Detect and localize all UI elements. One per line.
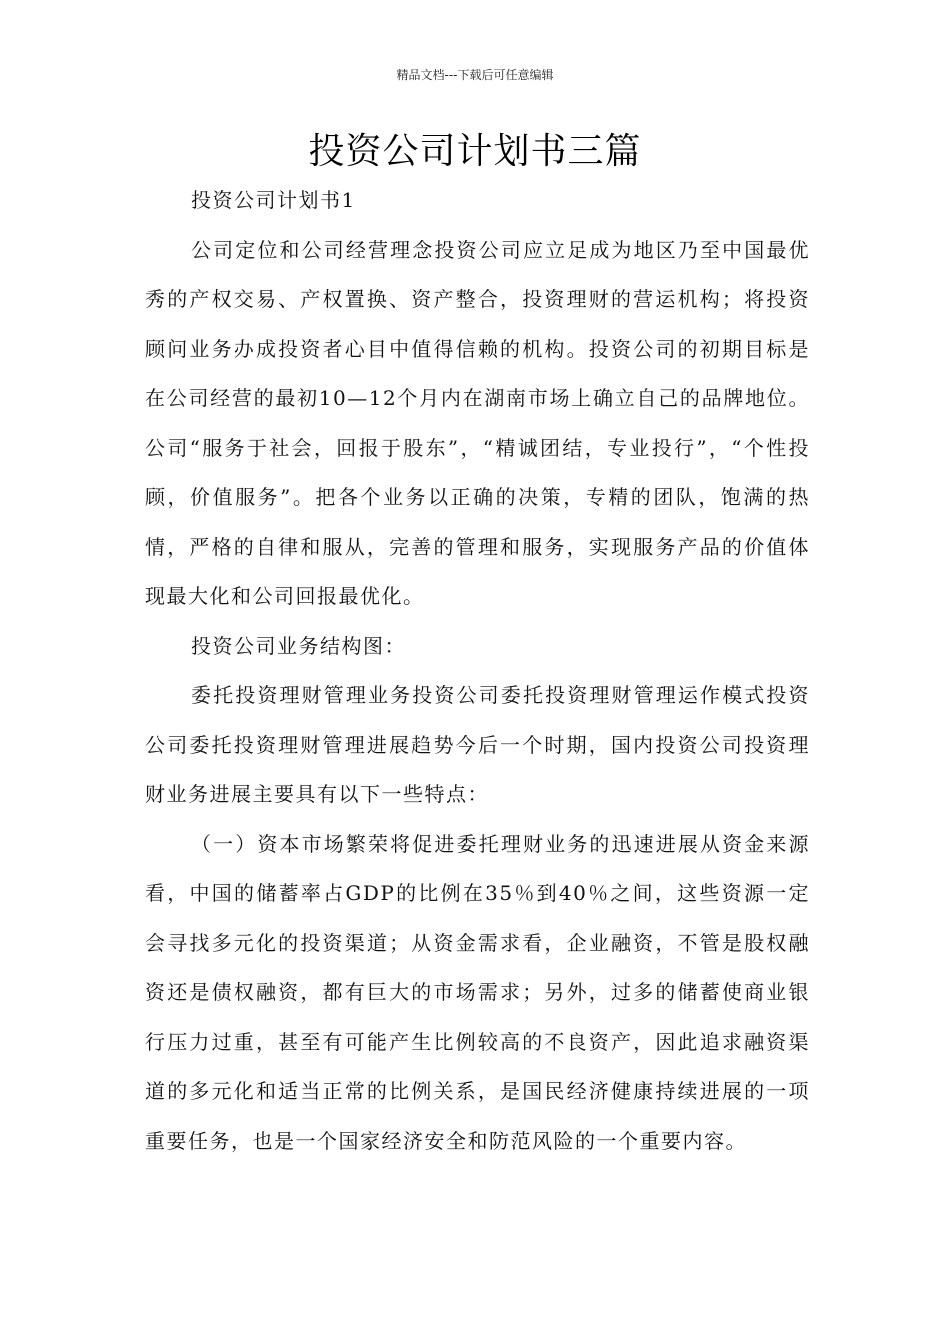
page-header: 精品文档---下载后可任意编辑: [396, 68, 554, 82]
paragraph-company-positioning: 公司定位和公司经营理念投资公司应立足成为地区乃至中国最优秀的产权交易、产权置换、资产整合，投资理财的营运机构；将投资顾问业务办成投资者心目中值得信赖的机构。投资公司的初期目标是在公司经营的最初10—12个月内在湖南市场上确立自己的品牌地位。公司“服务于社会，回报于股东”，“精诚团结，专业投行”，“个性投顾，价值服务”。把各个业务以正确的决策，专精的团队，饱满的热情，严格的自律和服从，完善的管理和服务，实现服务产品的价值体现最大化和公司回报最优化。: [145, 237, 810, 608]
document-title: 投资公司计划书三篇: [308, 131, 642, 172]
section-heading-business-structure: 投资公司业务结构图：: [191, 633, 406, 658]
document-body: [145, 176, 810, 1166]
paragraph-entrusted-investment: 委托投资理财管理业务投资公司委托投资理财管理运作模式投资公司委托投资理财管理进展趋势今后一个时期，国内投资公司投资理财业务进展主要具有以下一些特点：: [145, 683, 810, 806]
section-heading-plan-1: 投资公司计划书1: [191, 188, 356, 212]
paragraph-capital-market: （一）资本市场繁荣将促进委托理财业务的迅速进展从资金来源看，中国的储蓄率占GDP的比例在35％到40％之间，这些资源一定会寻找多元化的投资渠道；从资金需求看，企业融资，不管是股权融资还是债权融资，都有巨大的市场需求；另外，过多的储蓄使商业银行压力过重，甚至有可能产生比例较高的不良资产，因此追求融资渠道的多元化和适当正常的比例关系，是国民经济健康持续进展的一项重要任务，也是一个国家经济安全和防范风险的一个重要内容。: [145, 831, 810, 1153]
